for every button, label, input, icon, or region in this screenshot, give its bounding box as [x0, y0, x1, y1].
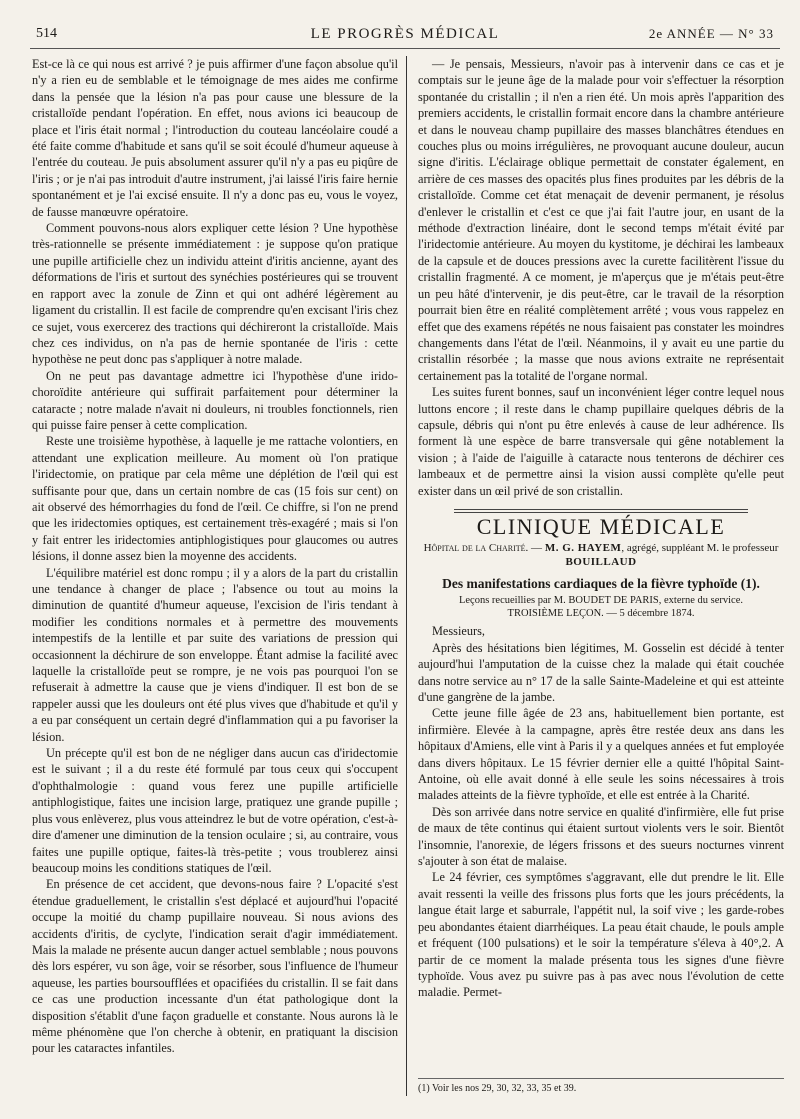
paragraph: Après des hésitations bien légitimes, M. Gosselin est décidé à tenter aujourd'hui l'amputation de la cuisse chez la malade qui était couchée dans notre service au n° 17 de la salle Sainte-Madeleine et qui est atteinte d'une gangrène de la jambe. [418, 640, 784, 704]
paragraph: Reste une troisième hypothèse, à laquelle je me rattache volontiers, en attendant une explication meilleure. Au moment où l'on pratique l'iridectomie, on pratique par cela même une déplétion de l'œil qui est suffisante pour que, dans un certain nombre de cas (15 fois sur cent) on ait observé des hémorrhagies du fond de l'œil. Ce chiffre, si l'on ne prend que les iridectomies optiques, est certainement très-exagéré ; mais si l'on y fait entrer les iridectomies antiphlogistiques pour glaucomes ou autres lésions, il donne assez bien la moyenne des accidents. [32, 434, 398, 564]
lecture-note: Leçons recueillies par M. BOUDET DE PARIS, externe du service. [458, 595, 744, 607]
paragraph: Les suites furent bonnes, sauf un inconvénient léger contre lequel nous luttons encore ; il reste dans le champ pupillaire quelques débris de la capsule, débris qui n'ont pu être enlevés à cause de leur adhérence. Ils forment là une espèce de barre transversale qui gêne notablement la vision ; à l'aide de l'aiguille à cataracte nous tenterons de déchirer ces lambeaux et de permettre ainsi la vision aussi complète qu'elle peut exister dans un œil privé de son cristallin. [418, 385, 784, 498]
page-header [30, 26, 780, 49]
column-divider [406, 56, 407, 1096]
paragraph: Dès son arrivée dans notre service en qualité d'infirmière, elle fut prise de maux de tête continus qui étaient surtout violents vers le soir. Bientôt l'insomnie, l'anorexie, de légers frissons et des sueurs nocturnes vinrent s'ajouter à son état de malaise. [418, 804, 784, 869]
paragraph: On ne peut pas davantage admettre ici l'hypothèse d'une irido-choroïdite antérieure qui suffirait parfaitement pour déterminer la cataracte ; notre malade n'avait ni douleurs, ni troubles fonctionnels, rien qui puisse faire penser à cette complication. [32, 368, 398, 432]
article-title: Des manifestations cardiaques de la fièvre typhoïde (1). [442, 576, 760, 592]
page-number: 514 [36, 26, 57, 41]
left-column [32, 56, 398, 1057]
author-suffix: , agrégé, suppléant M. le professeur [621, 542, 779, 555]
lecture-date: TROISIÈME LEÇON. — 5 décembre 1874. [507, 608, 695, 620]
paragraph: Un précepte qu'il est bon de ne négliger dans aucun cas d'iridectomie est le suivant ; il a du reste été formulé par tous ceux qui s'occupent d'ophthalmologie : quand vous ferez une pupille artificielle antiphlogistique, faites une incision large, pratiquez une grande pupille ; plus vous enlèverez, plus vous atteindrez le but de votre opération, c'est-à-dire d'amener une diminution de la tension oculaire ; si, au contraire, vous faites une pupille optique, faites-là très-petite ; vous troublerez ainsi beaucoup moins les conditions statiques de l'œil. [32, 746, 398, 875]
section-title: CLINIQUE MÉDICALE [476, 513, 726, 539]
issue-label: 2e ANNÉE — N° 33 [648, 26, 774, 41]
paragraph: — Je pensais, Messieurs, n'avoir pas à intervenir dans ce cas et je comptais sur le jeune âge de la malade pour voir s'effectuer la résorption spontanée du cristallin ; il n'en a rien été. Un mois après l'apparition des premiers accidents, le cristallin formait encore dans la chambre antérieure et dans le nouveau champ pupillaire des masses blanchâtres étendues en couches plus ou moins irrégulières, ne provoquant aucune douleur, aucun signe d'iritis. L'éclairage oblique permettait de constater également, en arrière de ces masses des opacités plus fines produites par les débris de la cristalloïde. Comme cet état menaçait de devenir permanent, je résolus d'enlever le cristallin et c'est ce que j'ai fait l'autre jour, en usant de la méthode d'extraction linéaire, dont le second temps m'était évité par l'iridectomie antérieure. Au moyen du kystitome, je déchirai les lambeaux de la capsule et de douces pressions avec la curette facilitèrent l'issue du cristallin fragmenté. A ce moment, je m'aperçus que je m'étais peut-être un peu hâté d'intervenir, je dis peut-être, car le travail de la résorption pourrait bien être en réalité complètement arrêté ; vous vous rappelez en effet que des examens répétés ne nous faisaient pas constater les moindres changements dans l'état de l'œil. Néanmoins, il y avait eu une partie du cristallin résorbée ; la masse que nous avions extraite ne représentait certainement pas la totalité de l'organe normal. [418, 57, 784, 383]
footnote: (1) Voir les nos 29, 30, 32, 33, 35 et 39. [418, 1078, 784, 1094]
paragraph: Est-ce là ce qui nous est arrivé ? je puis affirmer d'une façon absolue qu'il n'y a rien eu de semblable et le témoignage de mes aides me confirme dans la pensée que la lésion n'a pas pour cause une blessure de la cristalloïde pendant l'opération. En effet, nous avions ici beaucoup de place et l'iris était normal ; l'introduction du couteau lancéolaire coudé a été faite comme d'habitude et sans qu'il se soit écoulé d'humeur aqueuse à l'entrée du couteau. Je puis absolument assurer qu'il n'y a pas eu piqûre de l'iris ; or je n'ai pas introduit d'autre instrument, j'ai laissé l'iris faire hernie spontanément et je l'ai excisé ensuite. Il n'y a donc pas eu, vous le voyez, de fausse manœuvre opératoire. [32, 57, 398, 219]
author-name: M. G. HAYEM [544, 542, 622, 555]
paragraph: Cette jeune fille âgée de 23 ans, habituellement bien portante, est infirmière. Elevée à la campagne, après être restée deux ans dans les hôpitaux d'Amiens, elle vint à Paris il y a quelques années et fut employée dans divers hôpitaux. Le 15 février dernier elle a quitté l'hôpital Saint-Antoine, où elle avait donné à elle seule les soins nécessaires à trois malades atteints de la fièvre typhoïde, et elle est entrée à la Charité. [418, 706, 784, 803]
running-title: LE PROGRÈS MÉDICAL [310, 26, 500, 42]
paragraph: Le 24 février, ces symptômes s'aggravant, elle dut prendre le lit. Elle avait ressenti la veille des frissons plus forts que les jours précédents, la langue était large et saburrale, l'appétit nul, la soif vive ; les garde-robes peu abondantes étaient diarrhéiques. La peau était chaude, le pouls ample et fréquent (100 pulsations) et le soir la température s'éleva à 40°,2. A partir de ce moment la malade présenta tous les signes d'une fièvre typhoïde. Vous avez pu suivre pas à pas avec nous l'évolution de cette maladie. Permet- [418, 870, 784, 1000]
right-column [418, 56, 784, 1001]
section-rule [454, 509, 748, 513]
paragraph: L'équilibre matériel est donc rompu ; il y a alors de la part du cristallin une tendance à changer de place ; l'absence ou tout au moins la diminution de quantité d'humeur aqueuse, l'excision de l'iris tendant à modifier les conditions normales et à permettre des mouvements intempestifs de la lentille et par suite des variations de pression qui occasionnent la déchirure de son enveloppe. Étant admise la facilité avec laquelle la cristalloïde peut se rompre, je ne vois pas pourquoi l'on se refuserait à admettre la cause que je viens d'indiquer. Il est bon de se rappeler aussi que les douleurs ont été plus vives que d'habitude et qu'il y a eu par conséquent un certain degré d'inflammation qui a pu favoriser la lésion. [32, 565, 398, 744]
professor-name: BOUILLAUD [565, 556, 637, 569]
hospital-name: Hôpital de la Charité. — [423, 542, 543, 555]
salutation: Messieurs, [432, 624, 485, 639]
paragraph: En présence de cet accident, que devons-nous faire ? L'opacité s'est étendue graduellement, le cristallin s'est déplacé et aujourd'hui l'opacité occupe la moitié du champ pupillaire nouveau. Si nous avions des accidents d'iritis, de cyclyte, l'indication serait d'agir immédiatement. Mais la malade ne présente aucun danger actuel semblable ; nous pouvons dès lors espérer, vu son âge, voir se résorber, sous l'influence de l'humeur aqueuse, les parties boursoufflées et opacifiées du cristallin. Il se fait dans ce cas une production incessante d'un état pathologique dont la disposition s'établit d'une façon graduelle et constante. Nous aurons là le même phénomène que l'on cherche à obtenir, en pratiquant la discision pour les cataractes infantiles. [32, 877, 398, 1056]
hospital-line [418, 541, 784, 569]
paragraph: Comment pouvons-nous alors expliquer cette lésion ? Une hypothèse très-rationnelle se présente immédiatement : je suppose qu'on pratique une pupille artificielle chez un individu atteint d'iritis ancienne, ayant des déformations de l'iris et surtout des synéchies postérieures qui se trouvent en rapport avec la zonule de Zinn et qui ont adhéré légèrement au ligament du cristallin. Il est facile de comprendre qu'en excisant l'iris chez ce sujet, vous exercerez des tractions qui déchireront la cristalloïde. Mais chez ces individus, on n'a pas de hernie spontanée de l'iris : cette hypothèse ne peut donc pas s'appliquer à notre malade. [32, 221, 398, 367]
